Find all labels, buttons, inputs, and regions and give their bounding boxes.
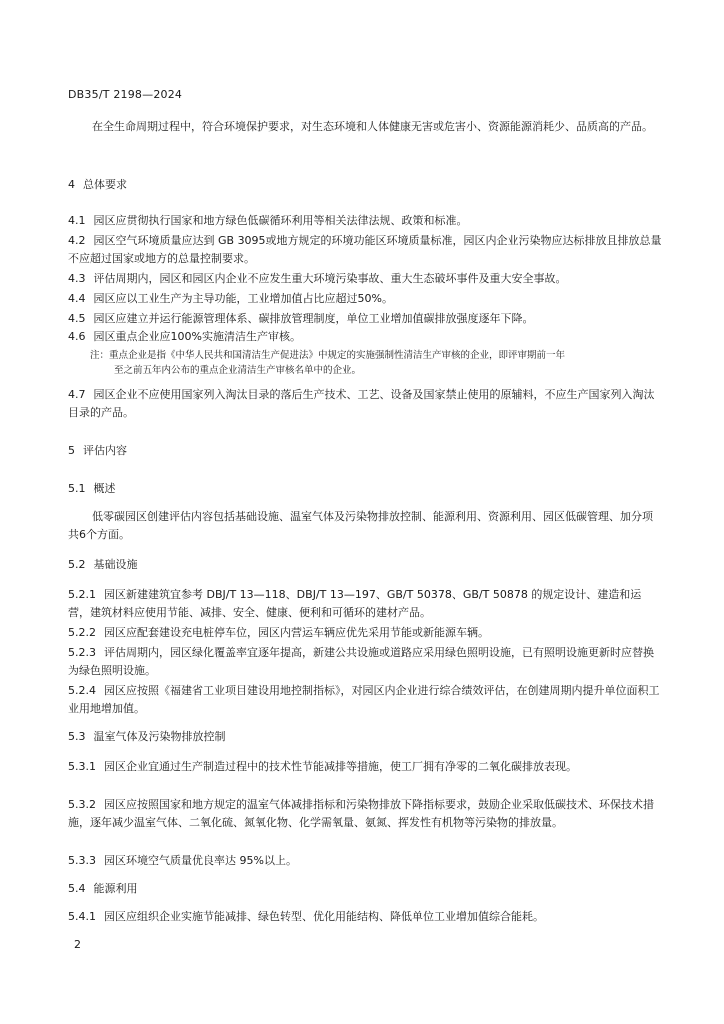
subsection-5-2-heading: 5.2 基础设施 [68,558,138,571]
clause-5-3-3: 5.3.3 园区环境空气质量优良率达 95%以上。 [68,854,297,867]
clause-5-2-2: 5.2.2 园区应配套建设充电桩停车位，园区内营运车辆应优先采用节能或新能源车辆。 [68,626,489,639]
section-5-heading [68,442,662,460]
subsection-5-1-text: 低零碳园区创建评估内容包括基础设施、温室气体及污染物排放控制、能源利用、资源利用、园区低碳管理、加分项共6个方面。 [68,510,653,541]
clause-4-1: 4.1 园区应贯彻执行国家和地方绿色低碳循环利用等相关法律法规、政策和标准。 [68,214,468,227]
subsection-5-3-heading: 5.3 温室气体及污染物排放控制 [68,730,226,743]
note-line-1: 注：重点企业是指《中华人民共和国清洁生产促进法》中规定的实施强制性清洁生产审核的企业，即评审期前一年 [90,350,566,361]
section-4-number: 4 [68,178,75,191]
clause-5-2-1: 5.2.1 园区新建建筑宜参考 DBJ/T 13—118、DBJ/T 13—197、GB/T 50378、GB/T 50878 的规定设计、建造和运营，建筑材料应使用节能、减排、安全、健康、便利和可循环的建材产品。 [68,588,642,619]
clause-4-5: 4.5 园区应建立并运行能源管理体系、碳排放管理制度，单位工业增加值碳排放强度逐年下降。 [68,312,534,325]
note [90,348,662,378]
clause-5-4-1: 5.4.1 园区应组织企业实施节能减排、绿色转型、优化用能结构、降低单位工业增加值综合能耗。 [68,910,544,923]
document-id: DB35/T 2198—2024 [68,88,183,101]
clause-4-4: 4.4 园区应以工业生产为主导功能，工业增加值占比应超过50%。 [68,292,393,305]
clause-4-6: 4.6 园区重点企业应100%实施清洁生产审核。 [68,330,301,343]
section-5-title: 评估内容 [83,444,127,457]
clause-5-2-3: 5.2.3 评估周期内，园区绿化覆盖率宜逐年提高，新建公共设施或道路应采用绿色照明设施，已有照明设施更新时应替换为绿色照明设施。 [68,646,654,677]
clause-5-3-1: 5.3.1 园区企业宜通过生产制造过程中的技术性节能减排等措施，使工厂拥有净零的二氧化碳排放表现。 [68,760,577,773]
clause-5-2-4: 5.2.4 园区应按照《福建省工业项目建设用地控制指标》，对园区内企业进行综合绩效评估，在创建周期内提升单位面积工业用地增加值。 [68,684,660,715]
intro-paragraph: 在全生命周期过程中，符合环境保护要求，对生态环境和人体健康无害或危害小、资源能源消耗少、品质高的产品。 [92,120,653,133]
section-4-heading [68,176,662,194]
clause-4-2: 4.2 园区空气环境质量应达到 GB 3095或地方规定的环境功能区环境质量标准，园区内企业污染物应达标排放且排放总量不应超过国家或地方的总量控制要求。 [68,234,662,265]
subsection-5-4-heading: 5.4 能源利用 [68,882,138,895]
section-5-number: 5 [68,444,75,457]
clause-4-7: 4.7 园区企业不应使用国家列入淘汰目录的落后生产技术、工艺、设备及国家禁止使用的原辅料，不应生产国家列入淘汰目录的产品。 [68,388,655,419]
clause-4-3: 4.3 评估周期内，园区和园区内企业不应发生重大环境污染事故、重大生态破坏事件及重大安全事故。 [68,272,567,285]
note-line-2: 至之前五年内公布的重点企业清洁生产审核名单中的企业。 [114,365,362,376]
section-4-title: 总体要求 [83,178,127,191]
clause-5-3-2: 5.3.2 园区应按照国家和地方规定的温室气体减排指标和污染物排放下降指标要求，鼓励企业采取低碳技术、环保技术措施，逐年减少温室气体、二氧化硫、氮氧化物、化学需氧量、氨氮、挥发性有机物等污染物的排放量。 [68,798,654,829]
subsection-5-1-heading: 5.1 概述 [68,482,116,495]
page-number: 2 [74,938,81,951]
